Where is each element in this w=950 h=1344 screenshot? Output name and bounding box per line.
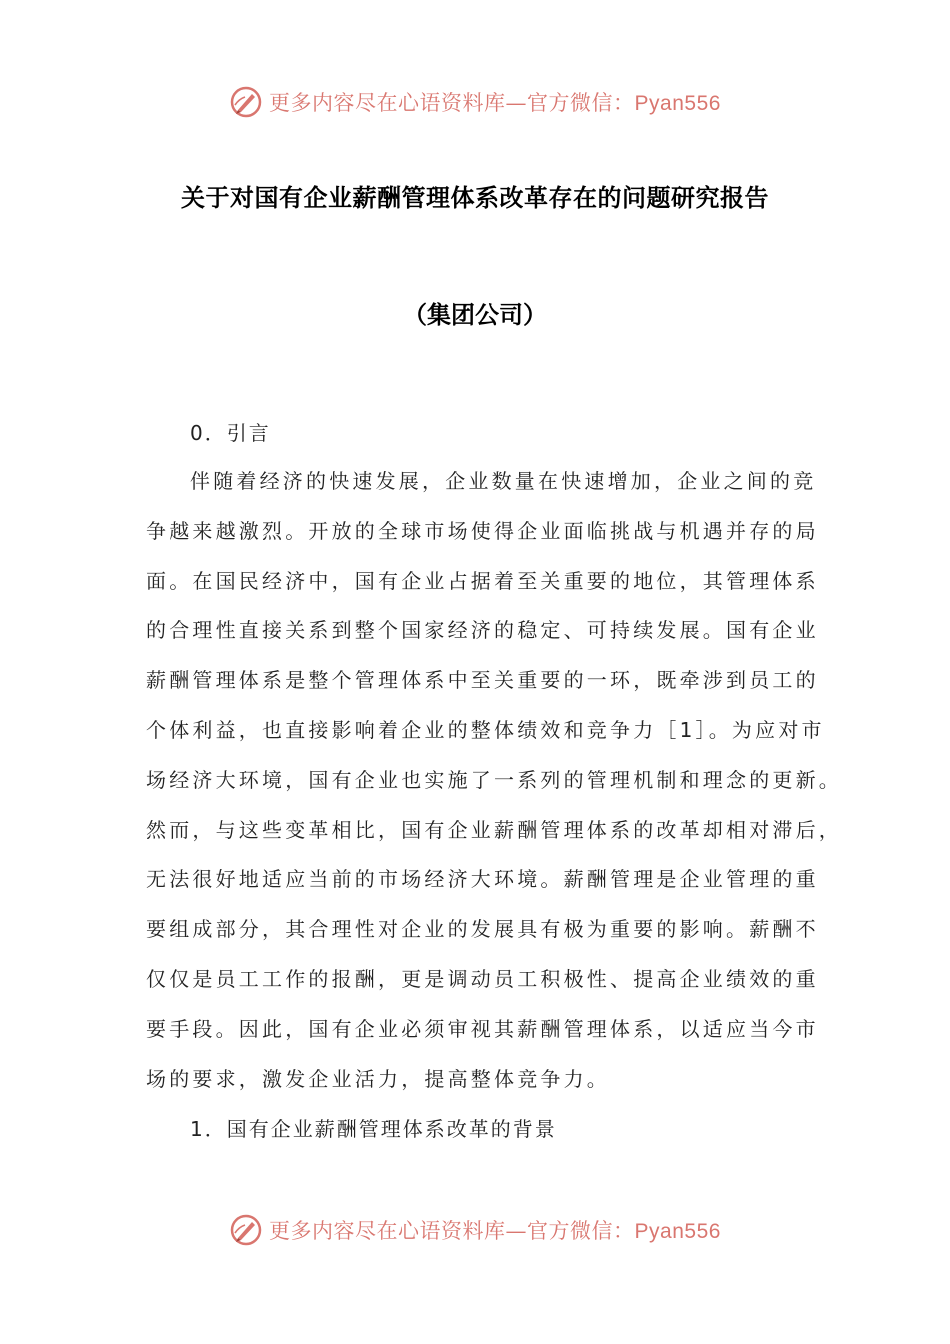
paragraph-line: 争越来越激烈。开放的全球市场使得企业面临挑战与机遇并存的局 (146, 518, 819, 543)
paragraph-line: 个体利益，也直接影响着企业的整体绩效和竞争力［1］。为应对市 (146, 717, 825, 742)
paragraph-line: 仅仅是员工工作的报酬，更是调动员工积极性、提高企业绩效的重 (146, 966, 819, 991)
paragraph-line: 要组成部分，其合理性对企业的发展具有极为重要的影响。薪酬不 (146, 917, 819, 942)
watermark-library-text: 更多内容尽在心语资料库 (269, 91, 506, 115)
paragraph-line: 的合理性直接关系到整个国家经济的稳定、可持续发展。国有企业 (146, 618, 819, 643)
document-title: 关于对国有企业薪酬管理体系改革存在的问题研究报告 (181, 184, 769, 212)
paragraph-line: 面。在国民经济中，国有企业占据着至关重要的地位，其管理体系 (146, 568, 819, 593)
watermark-wechat-label: 官方微信： (527, 1219, 635, 1243)
watermark-wechat-id: Pyan556 (634, 1220, 721, 1243)
watermark-wechat-id: Pyan556 (634, 92, 721, 115)
watermark-library-text: 更多内容尽在心语资料库 (269, 1219, 506, 1243)
paragraph-line: 无法很好地适应当前的市场经济大环境。薪酬管理是企业管理的重 (146, 867, 819, 892)
paragraph-line: 场的要求，激发企业活力，提高整体竞争力。 (146, 1066, 610, 1091)
paragraph-line: 要手段。因此，国有企业必须审视其薪酬管理体系，以适应当今市 (146, 1016, 819, 1041)
watermark-banner-bottom (0, 1208, 950, 1252)
paragraph-line: 伴随着经济的快速发展，企业数量在快速增加，企业之间的竞 (190, 469, 817, 493)
pen-logo-icon (229, 85, 263, 119)
paragraph-line: 薪酬管理体系是整个管理体系中至关重要的一环，既牵涉到员工的 (146, 668, 819, 693)
watermark-text (269, 87, 721, 117)
section-heading-introduction: 0．引言 (190, 421, 271, 445)
watermark-text (269, 1215, 721, 1245)
pen-logo-icon (229, 1213, 263, 1247)
watermark-wechat-label: 官方微信： (527, 91, 635, 115)
introduction-paragraph (146, 464, 842, 1111)
watermark-dash: — (505, 1219, 528, 1243)
section-heading-background: 1．国有企业薪酬管理体系改革的背景 (190, 1117, 557, 1141)
watermark-banner-top (0, 80, 950, 124)
document-subtitle: （集团公司） (403, 301, 547, 329)
watermark-dash: — (505, 91, 528, 115)
paragraph-line: 然而，与这些变革相比，国有企业薪酬管理体系的改革却相对滞后， (146, 817, 842, 842)
paragraph-line: 场经济大环境，国有企业也实施了一系列的管理机制和理念的更新。 (146, 767, 842, 792)
